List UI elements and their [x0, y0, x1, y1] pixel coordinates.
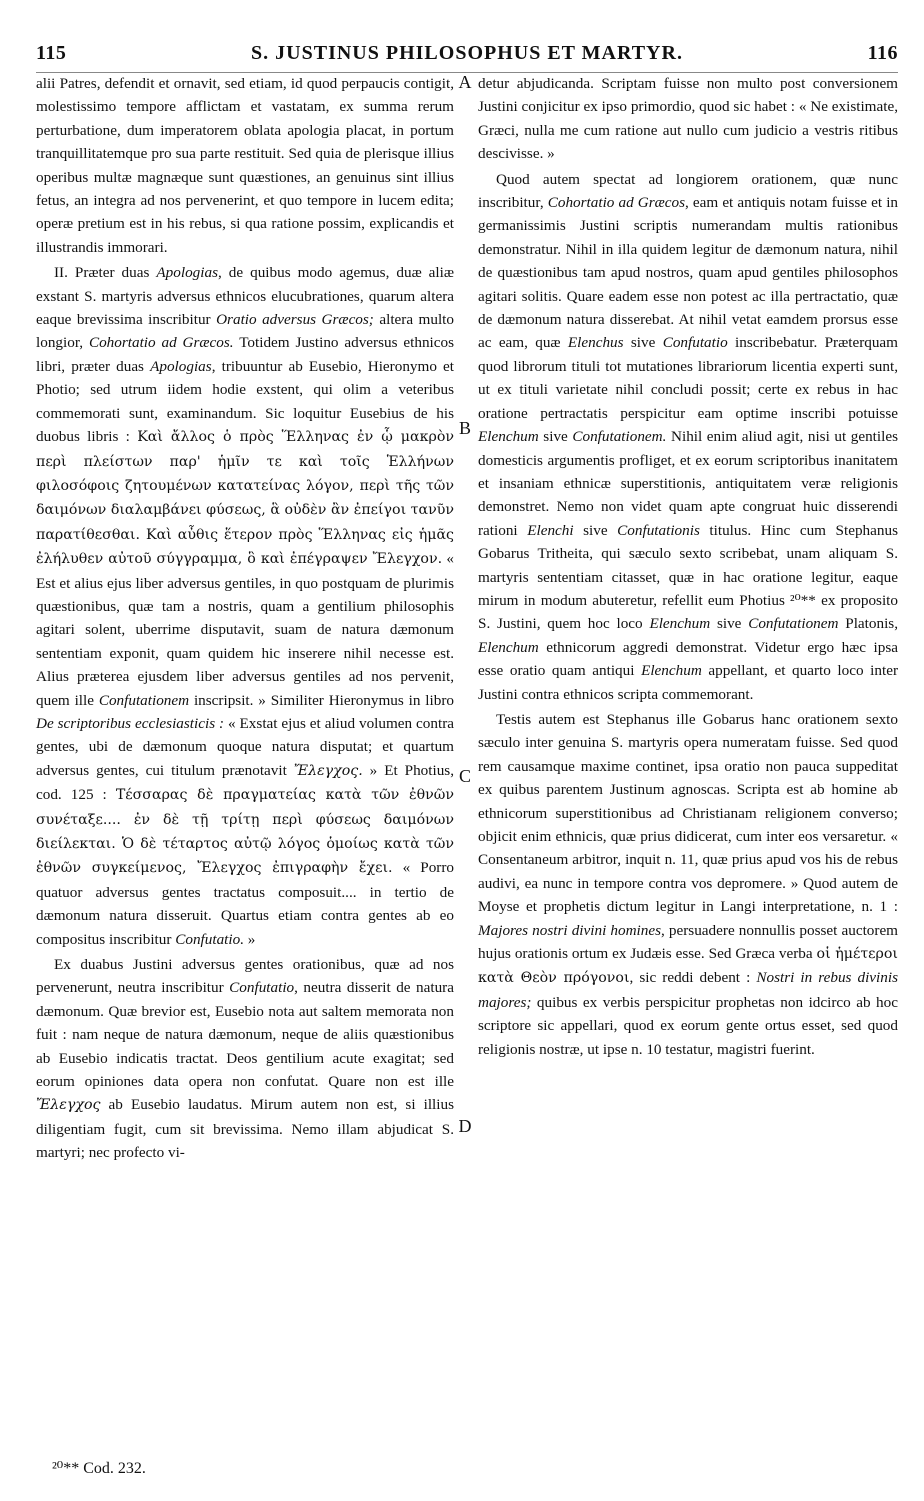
right-paragraph-2: Quod autem spectat ad longiorem orationem, quæ nunc inscribitur, Cohortatio ad Græcos, eam et antiquis notam fuisse et in germanissimis Justini scriptis numerandam multis rationibus demonstratur. Nihil in illa quidem legitur de dæmonum natura, nihil de quæstionibus tam apud nostros, quam apud gentiles philosophos agitari solitis. Quare eadem esse non potest ac illa pertractatio, quæ de dæmonum natura disserebat. At nihil vetat eamdem prorsus esse ac eam, quæ Elenchus sive Confutatio inscribebatur. Præterquam quod librorum tituli tot mutationes librariorum licentia experti sunt, ut ex tituli varietate nihil concludi possit; certe ex rebus in hac oratione pertractatis perspicitur eam optime inscribi potuisse Elenchum sive Confutationem. Nihil enim aliud agit, nisi ut gentiles domesticis argumentis profliget, et ex eorum scriptoribus inanitatem et insaniam ethnicæ superstitionis, antiquitatem veræ religionis demonstret. Nemo non videt quam apte congruat huic disserendi rationi Elenchi sive Confutationis titulus. Hinc cum Stephanus Gobarus Tritheita, qui sæculo sexto scribebat, unam aliquam S. martyris sententiam citasset, quæ in hac oratione legitur, eaque mirum in modum abuteretur, refellit eum Photius ²⁰** ex proposito S. Justini, quem hoc loco Elenchum sive Confutationem Platonis, Elenchum ethnicorum aggredi demonstrat. Videtur ergo hæc ipsa esse oratio quam antiqui Elenchum appellant, et quarto loco inter Justini contra ethnicos scripta commemorant.: [478, 170, 899, 703]
footnote: ²⁰** Cod. 232.: [52, 1460, 146, 1477]
right-paragraph-1: detur abjudicanda. Scriptam fuisse non multo post conversionem Justini conjicitur ex ipso primordio, quod sic habet : « Ne existimate, Græci, nulla me cum ratione aut nullo cum judicio a vestris ritibus descivisse. »: [478, 75, 898, 163]
left-column: [36, 72, 454, 1165]
left-paragraph-1: alii Patres, defendit et ornavit, sed etiam, id quod perpaucis contigit, molestissimo tempore afflictam et vastatam, ex summa rerum perturbatione, dum imperatorem oblata apologia placat, in portum tranquillitatemque pro sua parte restituit. Sed quia de plerisque illius operibus multæ magnæque sunt quæstiones, an genuinus sint illius fetus, an integra ad nos pervenerint, et quo tempore in lucem edita; operæ pretium est in his rebus, si qua ratione possim, explicandis et illustrandis immorari.: [36, 75, 454, 256]
right-column: [478, 72, 898, 1061]
left-paragraph-3: Ex duabus Justini adversus gentes orationibus, quæ ad nos pervenerunt, neutra inscribitur Confutatio, neutra disserit de natura dæmonum. Quæ brevior est, Eusebio nota aut saltem memorata non fuit : nam neque de natura dæmonum, neque de aliis quæstionibus ab Eusebio indicatis tractat. Deos gentilium acute exagitat; sed eorum opiniones data opera non confutat. Quare non est ille Ἔλεγχος ab Eusebio laudatus. Mirum autem non est, si illius diligentiam fugit, cum sit brevissima. Nemo illam abjudicat S. martyri; nec profecto vi-: [36, 956, 454, 1162]
margin-marker-c: C: [458, 766, 471, 786]
left-page-number: 115: [36, 41, 67, 64]
left-paragraph-2: II. Præter duas Apologias, de quibus modo agemus, duæ aliæ exstant S. martyris adversus ethnicos elucubrationes, quarum altera eaque brevissima inscribitur Oratio adversus Græcos; altera multo longior, Cohortatio ad Græcos. Totidem Justino adversus ethnicos libri, præter duas Apologias, tribuuntur ab Eusebio, Hieronymo et Photio; sed utrum iidem hodie exstent, qui olim a veteribus commemorati sunt, examinandum. Sic loquitur Eusebius de his duobus libris : Καὶ ἄλλος ὁ πρὸς Ἕλληνας ἐν ᾧ μακρὸν περὶ πλείστων παρ' ἡμῖν τε καὶ τοῖς Ἑλλήνων φιλοσόφοις ζητουμένων κατατείνας λόγον, περὶ τῆς τῶν δαιμόνων διαλαμβάνει φύσεως, ἃ οὐδὲν ἂν ἐπείγοι τανῦν παρατίθεσθαι. Καὶ αὖθις ἕτερον πρὸς Ἕλληνας εἰς ἡμᾶς ἐλήλυθεν αὐτοῦ σύγγραμμα, ὃ καὶ ἐπέγραψεν Ἔλεγχον. « Est et alius ejus liber adversus gentiles, in quo postquam de plurimis quæstionibus, quæ tam a nostris, quam a gentilium philosophis agitari solent, uberrime disputavit, suam de natura dæmonum sententiam exponit, quam quidem hic inserere nihil necesse est. Alius præterea ejusdem liber adversus gentiles ad nos pervenit, quem ille Confutationem inscripsit. » Similiter Hieronymus in libro De scriptoribus ecclesiasticis : « Exstat ejus et aliud volumen contra gentes, ubi de dæmonum quoque natura disputat; et quartum adversus gentes, cui titulum prænotavit Ἔλεγχος. » Et Photius, cod. 125 : Τέσσαρας δὲ πραγματείας κατὰ τῶν ἐθνῶν συνέταξε.... ἐν δὲ τῇ τρίτῃ περὶ φύσεως δαιμόνων διείλεκται. Ὁ δὲ τέταρτος αὐτῷ λόγος ὁμοίως κατὰ τῶν ἐθνῶν συγκείμενος, Ἔλεγχος ἐπιγραφὴν ἔχει. « Porro quatuor adversus gentes tractatus composuit.... in tertio de dæmonum natura disseruit. Quartus etiam contra gentes ab eo compositus inscribitur Confutatio. »: [36, 264, 455, 948]
running-title: S. JUSTINUS PHILOSOPHUS ET MARTYR.: [251, 41, 683, 64]
margin-marker-b: B: [458, 418, 471, 438]
greek-quote-eusebius: Καὶ ἄλλος ὁ πρὸς Ἕλληνας ἐν ᾧ μακρὸν περὶ πλείστων παρ' ἡμῖν τε καὶ τοῖς Ἑλλήνων φιλοσόφοις ζητουμένων κατατείνας λόγον, περὶ τῆς τῶν δαιμόνων διαλαμβάνει φύσεως, ἃ οὐδὲν ἂν ἐπείγοι τανῦν παρατίθεσθαι. Καὶ αὖθις ἕτερον πρὸς Ἕλληνας εἰς ἡμᾶς ἐλήλυθεν αὐτοῦ σύγγραμμα, ὃ καὶ ἐπέγραψεν Ἔλεγχον.: [36, 429, 454, 568]
margin-marker-a: A: [458, 72, 472, 92]
right-paragraph-3: Testis autem est Stephanus ille Gobarus hanc orationem sexto sæculo inter genuina S. martyris opera numeratam fuisse. Sed quod rem causamque maxime continet, ipsa oratio non pauca suppeditat ex quibus parentem Justinum agnoscas. Scripta est ab homine ab ethnicorum superstitionibus ad Christianam religionem converso; objicit enim ethnicis, quæ prius didicerat, cum inter eos versaretur. « Consentaneum arbitror, inquit n. 11, quæ prius apud vos his de rebus audivi, ea nunc in tempore contra vos depromere. » Quod autem de Moyse et prophetis dictum legitur in Langi interpretatione, n. 1 : Majores nostri divini homines, persuadere nonnullis posset auctorem hujus orationis ortum ex Judæis esse. Sed Græca verba οἱ ἡμέτεροι κατὰ Θεὸν πρόγονοι, sic reddi debent : Nostri in rebus divinis majores; quibus ex verbis perspicitur prophetas non idcirco ab hoc scriptore sic appellari, quod ex eorum gente ortus esset, sed quod religionis nostræ, ut ipse n. 10 testatur, magistri fuerint.: [478, 710, 898, 1058]
margin-marker-d: D: [458, 1116, 472, 1136]
running-header: [36, 36, 898, 70]
greek-quote-photius: Τέσσαρας δὲ πραγματείας κατὰ τῶν ἐθνῶν συνέταξε.... ἐν δὲ τῇ τρίτῃ περὶ φύσεως δαιμόνων διείλεκται. Ὁ δὲ τέταρτος αὐτῷ λόγος ὁμοίως κατὰ τῶν ἐθνῶν συγκείμενος, Ἔλεγχος ἐπιγραφὴν ἔχει.: [36, 787, 454, 877]
right-page-number: 116: [867, 41, 898, 64]
